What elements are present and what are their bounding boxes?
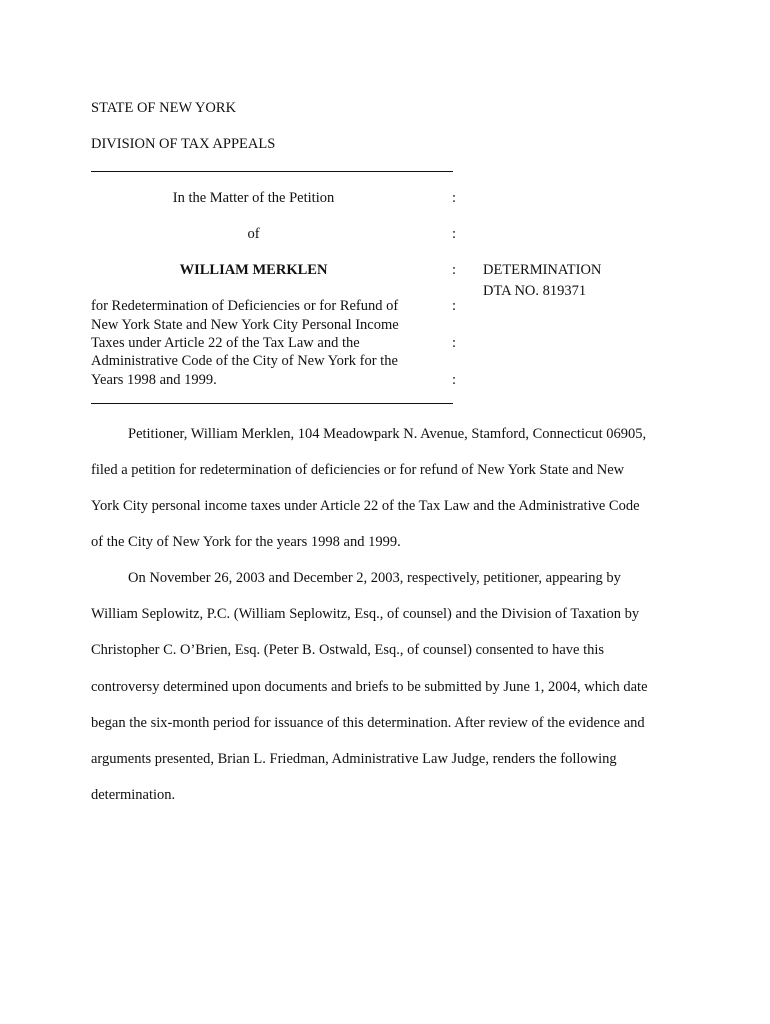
paragraph-line: arguments presented, Brian L. Friedman, Administrative Law Judge, renders the following: [91, 751, 617, 767]
state-heading: STATE OF NEW YORK: [91, 100, 237, 116]
paragraph-line: York City personal income taxes under Article 22 of the Tax Law and the Administrative Code: [91, 498, 640, 514]
caption-of-line: of: [247, 226, 260, 242]
caption-top-rule: [91, 171, 453, 172]
caption-matter-line: In the Matter of the Petition: [172, 190, 335, 206]
caption-colon: :: [452, 372, 457, 388]
petitioner-name: WILLIAM MERKLEN: [179, 262, 328, 278]
paragraph-line: William Seplowitz, P.C. (William Seplowitz, Esq., of counsel) and the Division of Taxation by: [91, 606, 640, 622]
caption-description-line: Administrative Code of the City of New York for the: [91, 353, 398, 369]
paragraph-line: filed a petition for redetermination of deficiencies or for refund of New York State and New: [91, 462, 625, 478]
caption-bottom-rule: [91, 403, 453, 404]
paragraph-line: of the City of New York for the years 1998 and 1999.: [91, 534, 401, 550]
caption-colon: :: [452, 226, 457, 242]
caption-description-line: New York State and New York City Personal Income: [91, 317, 399, 333]
caption-description-line: for Redetermination of Deficiencies or for Refund of: [91, 298, 399, 314]
division-heading: DIVISION OF TAX APPEALS: [91, 136, 276, 152]
paragraph-line: Petitioner, William Merklen, 104 Meadowpark N. Avenue, Stamford, Connecticut 06905,: [128, 426, 647, 442]
caption-description-line: Years 1998 and 1999.: [91, 372, 217, 388]
paragraph-line: determination.: [91, 787, 176, 803]
paragraph-line: On November 26, 2003 and December 2, 2003, respectively, petitioner, appearing by: [128, 570, 621, 586]
caption-colon: :: [452, 335, 457, 351]
paragraph-line: began the six-month period for issuance of this determination. After review of the evidence and: [91, 715, 645, 731]
paragraph-line: Christopher C. O’Brien, Esq. (Peter B. Ostwald, Esq., of counsel) consented to have this: [91, 642, 605, 658]
caption-colon: :: [452, 262, 457, 278]
determination-label: DETERMINATION: [483, 262, 602, 278]
paragraph-line: controversy determined upon documents and briefs to be submitted by June 1, 2004, which date: [91, 679, 648, 695]
caption-colon: :: [452, 190, 457, 206]
dta-number: DTA NO. 819371: [483, 283, 587, 299]
caption-description-line: Taxes under Article 22 of the Tax Law and the: [91, 335, 360, 351]
caption-colon: :: [452, 298, 457, 314]
